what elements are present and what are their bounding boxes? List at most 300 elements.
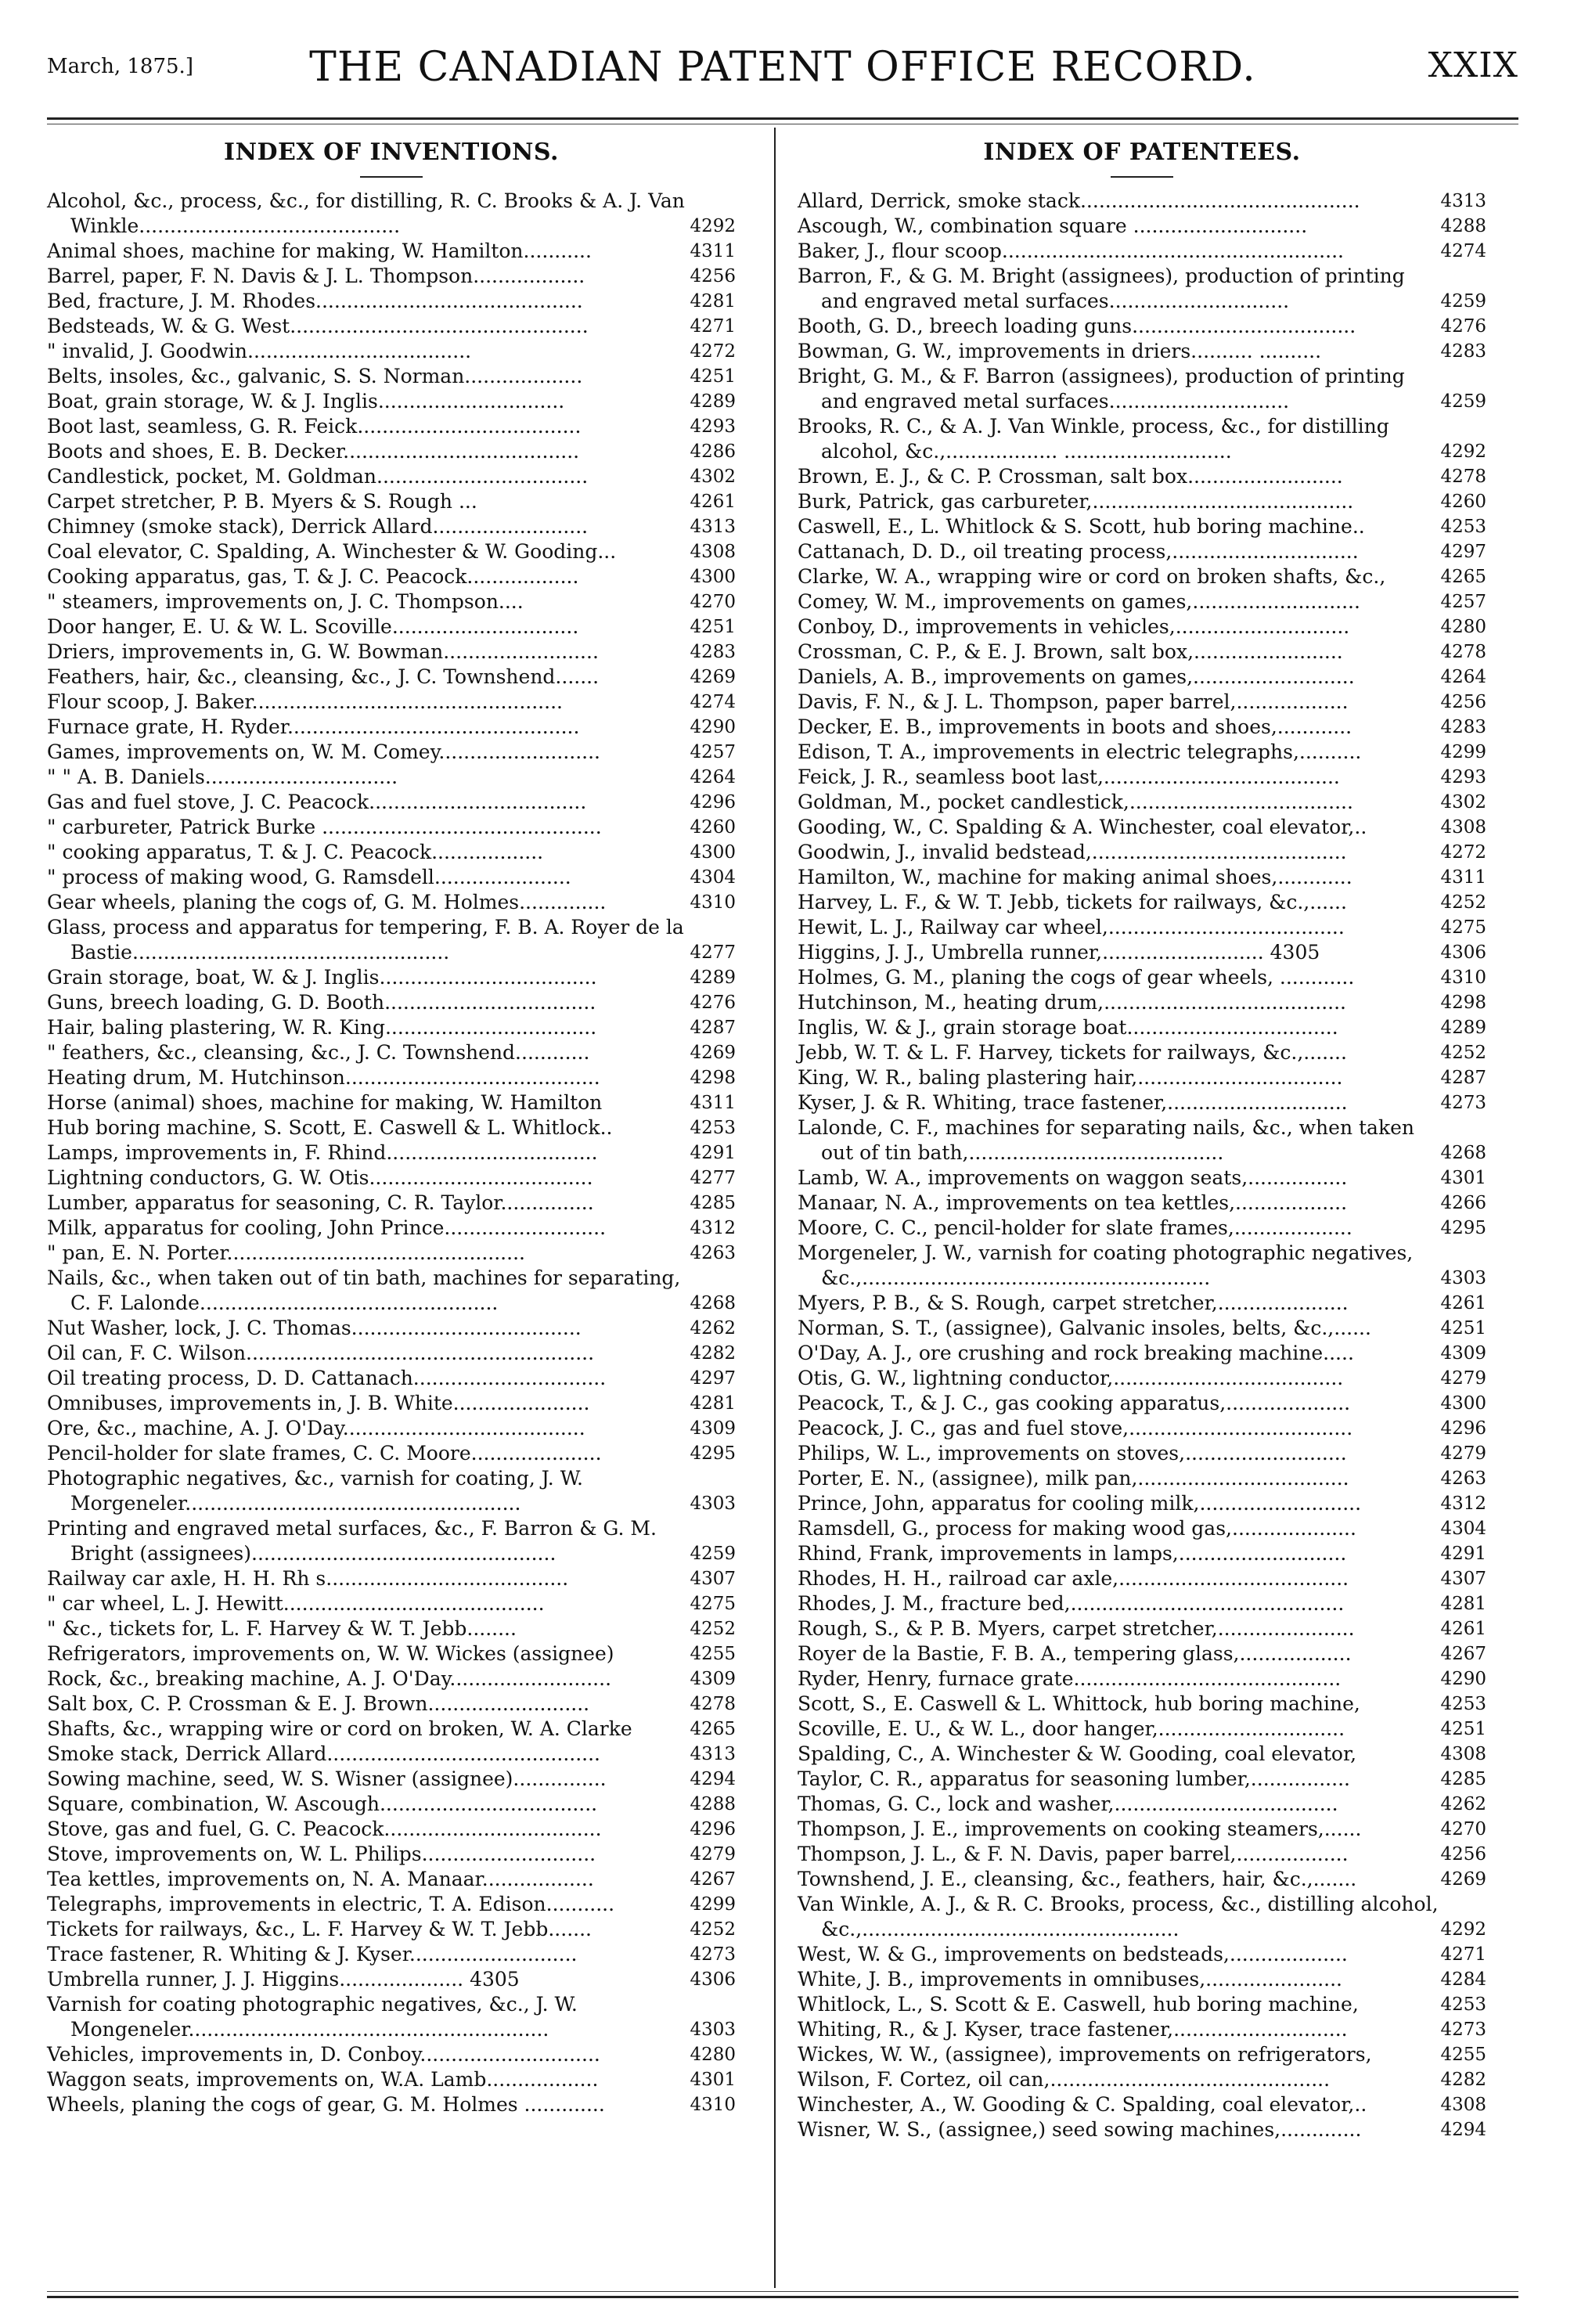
index-entry: [47, 1391, 736, 1416]
patent-number: 4283: [690, 642, 736, 662]
index-entry: [47, 1516, 736, 1566]
patent-number: 4274: [1440, 241, 1486, 261]
patent-number: 4268: [1440, 1143, 1486, 1163]
patent-number: 4259: [690, 1544, 736, 1564]
entry-text: Ore, &c., machine, A. J. O'Day.......................................: [47, 1417, 585, 1439]
publication-title: THE CANADIAN PATENT OFFICE RECORD.: [309, 44, 1256, 91]
patent-number: 4269: [690, 1043, 736, 1063]
entry-text: Jebb, W. T. & L. F. Harvey, tickets for railways, &c.,.......: [798, 1041, 1347, 1064]
index-entry: [798, 1842, 1486, 1867]
patent-number: 4253: [690, 1118, 736, 1138]
index-entry: [798, 640, 1486, 665]
patent-number: 4264: [690, 767, 736, 787]
entry-text: West, W. & G., improvements on bedsteads,...................: [798, 1943, 1348, 1965]
patent-number: 4266: [1440, 1193, 1486, 1213]
index-entry: [47, 264, 736, 289]
patent-number: 4309: [690, 1669, 736, 1689]
patent-number: 4261: [1440, 1293, 1486, 1313]
entry-text: Pencil-holder for slate frames, C. C. Moore.....................: [47, 1442, 602, 1465]
patent-number: 4282: [690, 1343, 736, 1364]
index-entry: [798, 1191, 1486, 1216]
entry-text: Wilson, F. Cortez, oil can,.............................................: [798, 2068, 1331, 2091]
entry-text: Gear wheels, planing the cogs of, G. M. Holmes..............: [47, 891, 607, 913]
entry-text: Baker, J., flour scoop.......................................................: [798, 240, 1344, 262]
entry-text: Lalonde, C. F., machines for separating nails, &c., when taken out of tin bath,.........................................: [798, 1116, 1414, 1164]
index-entry: [798, 1591, 1486, 1616]
entry-text: Allard, Derrick, smoke stack.............................................: [798, 189, 1360, 212]
index-entry: [798, 614, 1486, 640]
index-entry: [47, 1065, 736, 1090]
entry-text: Milk, apparatus for cooling, John Prince..........................: [47, 1216, 607, 1239]
index-entry: [47, 790, 736, 815]
patent-number: 4262: [1440, 1794, 1486, 1814]
entry-text: Games, improvements on, W. M. Comey..........................: [47, 740, 601, 763]
entry-text: O'Day, A. J., ore crushing and rock breaking machine.....: [798, 1342, 1354, 1364]
index-entry: [798, 1942, 1486, 1967]
entry-text: Boot last, seamless, G. R. Feick....................................: [47, 415, 582, 438]
patent-number: 4270: [1440, 1819, 1486, 1839]
index-entry: [47, 890, 736, 915]
index-entry: [47, 1316, 736, 1341]
entry-text: Peacock, T., & J. C., gas cooking apparatus,....................: [798, 1392, 1351, 1414]
index-entry: [798, 1792, 1486, 1817]
patent-number: 4271: [690, 316, 736, 337]
entry-text: Boots and shoes, E. B. Decker......................................: [47, 440, 580, 463]
index-entry: [798, 1416, 1486, 1441]
index-entry: [47, 289, 736, 314]
entry-text: Wickes, W. W., (assignee), improvements on refrigerators,: [798, 2043, 1372, 2066]
patent-number: 4313: [690, 517, 736, 537]
patent-number: 4308: [1440, 2095, 1486, 2115]
entry-text: Van Winkle, A. J., & R. C. Brooks, process, &c., distilling alcohol, &c.,...................................................: [798, 1893, 1439, 1940]
entry-text: Umbrella runner, J. J. Higgins.................... 4305: [47, 1968, 520, 1991]
patent-number: 4260: [1440, 492, 1486, 512]
patent-number: 4279: [1440, 1443, 1486, 1464]
index-entry: [798, 865, 1486, 890]
index-entry: [47, 389, 736, 414]
patent-number: 4303: [1440, 1268, 1486, 1288]
index-entry: [798, 1742, 1486, 1767]
entry-text: Thompson, J. E., improvements on cooking steamers,......: [798, 1818, 1362, 1840]
entry-text: Goldman, M., pocket candlestick,....................................: [798, 791, 1353, 813]
patent-number: 4287: [1440, 1068, 1486, 1088]
patentees-title: INDEX OF PATENTEES.: [983, 139, 1301, 166]
entry-text: Philips, W. L., improvements on stoves,..........................: [798, 1442, 1347, 1465]
entry-text: Brooks, R. C., & A. J. Van Winkle, process, &c., for distilling alcohol, &c.,.................. ...........................: [798, 415, 1389, 463]
patent-number: 4290: [1440, 1669, 1486, 1689]
index-entry: [47, 640, 736, 665]
index-entry: [47, 364, 736, 389]
patent-number: 4277: [690, 1168, 736, 1188]
entry-text: Moore, C. C., pencil-holder for slate frames,...................: [798, 1216, 1352, 1239]
patent-number: 4290: [690, 717, 736, 737]
entry-text: Chimney (smoke stack), Derrick Allard.........................: [47, 515, 589, 538]
index-entry: [798, 1666, 1486, 1692]
entry-text: Alcohol, &c., process, &c., for distilling, R. C. Brooks & A. J. Van Winkle..........................................: [47, 189, 685, 237]
index-entry: [47, 1641, 736, 1666]
patent-number: 4306: [1440, 942, 1486, 963]
patent-number: 4275: [1440, 917, 1486, 938]
entry-text: Otis, G. W., lightning conductor,.....................................: [798, 1367, 1344, 1389]
patent-number: 4285: [690, 1193, 736, 1213]
index-entry: [798, 665, 1486, 690]
index-entry: [47, 1040, 736, 1065]
patent-number: 4297: [1440, 542, 1486, 562]
entry-text: Davis, F. N., & J. L. Thompson, paper barrel,..................: [798, 690, 1349, 713]
index-entry: [798, 2042, 1486, 2067]
index-entry: [47, 815, 736, 840]
entry-text: Hewit, L. J., Railway car wheel,......................................: [798, 916, 1345, 939]
index-entry: [47, 665, 736, 690]
index-entry: [47, 564, 736, 589]
entry-text: Goodwin, J., invalid bedstead,.........................................: [798, 841, 1347, 863]
index-entry: [47, 1917, 736, 1942]
index-entry: [798, 239, 1486, 264]
entry-text: Whitlock, L., S. Scott & E. Caswell, hub boring machine,: [798, 1993, 1359, 2016]
entry-text: Decker, E. B., improvements in boots and shoes,............: [798, 715, 1352, 738]
patent-number: 4252: [690, 1619, 736, 1639]
entry-text: King, W. R., baling plastering hair,.................................: [798, 1066, 1343, 1089]
entry-text: " cooking apparatus, T. & J. C. Peacock..................: [47, 841, 544, 863]
patent-number: 4308: [690, 542, 736, 562]
patent-number: 4276: [1440, 316, 1486, 337]
entry-text: Oil can, F. C. Wilson........................................................: [47, 1342, 595, 1364]
index-frame: [47, 117, 1518, 2298]
index-entry: [798, 1892, 1486, 1942]
entry-text: Trace fastener, R. Whiting & J. Kyser...........................: [47, 1943, 578, 1965]
index-entry: [47, 1792, 736, 1817]
issue-date: March, 1875.]: [47, 55, 193, 78]
index-entry: [47, 690, 736, 715]
index-entry: [798, 965, 1486, 990]
entry-text: Flour scoop, J. Baker..................................................: [47, 690, 563, 713]
index-entry: [798, 314, 1486, 339]
patent-number: 4253: [1440, 1994, 1486, 2015]
entry-text: " " A. B. Daniels...............................: [47, 766, 398, 788]
entry-text: Caswell, E., L. Whitlock & S. Scott, hub boring machine..: [798, 515, 1365, 538]
patent-number: 4264: [1440, 667, 1486, 687]
entry-text: Barrel, paper, F. N. Davis & J. L. Thompson..................: [47, 265, 585, 287]
entry-text: " car wheel, L. J. Hewitt..........................................: [47, 1592, 545, 1615]
index-entry: [798, 214, 1486, 239]
entry-text: " process of making wood, G. Ramsdell......................: [47, 866, 571, 888]
index-entry: [798, 414, 1486, 464]
index-entry: [798, 1466, 1486, 1491]
entry-text: Spalding, C., A. Winchester & W. Gooding, coal elevator,: [798, 1742, 1357, 1765]
entry-text: Higgins, J. J., Umbrella runner,.......................... 4305: [798, 941, 1320, 964]
patent-number: 4257: [690, 742, 736, 762]
index-entry: [47, 1616, 736, 1641]
index-entry: [47, 1942, 736, 1967]
patent-number: 4281: [690, 1393, 736, 1414]
patent-number: 4284: [1440, 1969, 1486, 1990]
entry-text: Barron, F., & G. M. Bright (assignees), production of printing and engraved metal surfaces.............................: [798, 265, 1405, 312]
entry-text: " &c., tickets for, L. F. Harvey & W. T. Jebb........: [47, 1617, 517, 1640]
index-entry: [47, 1416, 736, 1441]
index-entry: [798, 740, 1486, 765]
entry-text: Lightning conductors, G. W. Otis....................................: [47, 1166, 593, 1189]
patent-number: 4295: [690, 1443, 736, 1464]
entry-text: Oil treating process, D. D. Cattanach...............................: [47, 1367, 607, 1389]
index-entry: [798, 2067, 1486, 2092]
entry-text: Whiting, R., & J. Kyser, trace fastener,............................: [798, 2018, 1348, 2041]
patent-number: 4265: [690, 1719, 736, 1739]
index-entry: [798, 940, 1486, 965]
patent-number: 4313: [1440, 191, 1486, 211]
index-entry: [798, 1441, 1486, 1466]
patent-number: 4283: [1440, 717, 1486, 737]
entry-text: Scoville, E. U., & W. L., door hanger,..............................: [798, 1717, 1345, 1740]
patent-number: 4298: [690, 1068, 736, 1088]
patent-number: 4273: [1440, 1093, 1486, 1113]
index-entry: [47, 1892, 736, 1917]
patent-number: 4279: [690, 1844, 736, 1865]
patent-number: 4308: [1440, 817, 1486, 838]
index-entry: [47, 1992, 736, 2042]
entry-text: Royer de la Bastie, F. B. A., tempering glass,..................: [798, 1642, 1352, 1665]
entry-text: Smoke stack, Derrick Allard............................................: [47, 1742, 600, 1765]
patent-number: 4252: [690, 1919, 736, 1940]
patent-number: 4301: [690, 2070, 736, 2090]
patentees-list: [798, 189, 1486, 2142]
entry-text: Stove, improvements on, W. L. Philips............................: [47, 1843, 596, 1865]
patent-number: 4268: [690, 1293, 736, 1313]
entry-text: Crossman, C. P., & E. J. Brown, salt box,........................: [798, 640, 1343, 663]
entry-text: Lumber, apparatus for seasoning, C. R. Taylor...............: [47, 1191, 594, 1214]
entry-text: Animal shoes, machine for making, W. Hamilton...........: [47, 240, 592, 262]
entry-text: Refrigerators, improvements on, W. W. Wickes (assignee): [47, 1642, 614, 1665]
patent-number: 4276: [690, 993, 736, 1013]
entry-text: Heating drum, M. Hutchinson.........................................: [47, 1066, 600, 1089]
index-entry: [798, 339, 1486, 364]
entry-text: Gooding, W., C. Spalding & A. Winchester, coal elevator,..: [798, 816, 1367, 838]
index-entry: [798, 1867, 1486, 1892]
entry-text: Inglis, W. & J., grain storage boat..................................: [798, 1016, 1338, 1039]
column-divider: [774, 128, 776, 2288]
patent-number: 4279: [1440, 1368, 1486, 1389]
entry-text: " invalid, J. Goodwin....................................: [47, 340, 472, 362]
entry-text: Conboy, D., improvements in vehicles,............................: [798, 615, 1350, 638]
index-entry: [798, 1291, 1486, 1316]
patent-number: 4307: [690, 1569, 736, 1589]
entry-text: Tea kettles, improvements on, N. A. Manaar..................: [47, 1868, 594, 1890]
index-entry: [47, 1717, 736, 1742]
inventions-column: [47, 135, 736, 2117]
index-entry: [798, 1166, 1486, 1191]
entry-text: Photographic negatives, &c., varnish for coating, J. W. Morgeneler......................................................: [47, 1467, 583, 1515]
entry-text: Boat, grain storage, W. & J. Inglis..............................: [47, 390, 565, 413]
patent-number: 4311: [1440, 867, 1486, 888]
entry-text: Railway car axle, H. H. Rh s.......................................: [47, 1567, 569, 1590]
entry-text: Hair, baling plastering, W. R. King..................................: [47, 1016, 597, 1039]
patent-number: 4253: [1440, 1694, 1486, 1714]
entry-text: Prince, John, apparatus for cooling milk,..........................: [798, 1492, 1362, 1515]
index-entry: [47, 489, 736, 514]
patentees-title-rule: [1111, 176, 1173, 178]
index-entry: [798, 589, 1486, 614]
entry-text: Ascough, W., combination square ............................: [798, 214, 1308, 237]
patent-number: 4309: [1440, 1343, 1486, 1364]
page-number: XXIX: [1428, 45, 1518, 85]
patent-number: 4259: [1440, 391, 1486, 412]
entry-text: Grain storage, boat, W. & J. Inglis...................................: [47, 966, 597, 989]
index-entry: [47, 1842, 736, 1867]
patent-number: 4292: [1440, 441, 1486, 462]
patent-number: 4280: [690, 2045, 736, 2065]
patent-number: 4280: [1440, 617, 1486, 637]
entry-text: Feathers, hair, &c., cleansing, &c., J. C. Townshend.......: [47, 665, 600, 688]
entry-text: Glass, process and apparatus for tempering, F. B. A. Royer de la Bastie...................................................: [47, 916, 684, 964]
patent-number: 4281: [690, 291, 736, 312]
patent-number: 4269: [690, 667, 736, 687]
patent-number: 4307: [1440, 1569, 1486, 1589]
index-entry: [47, 1817, 736, 1842]
index-entry: [47, 1015, 736, 1040]
entry-text: Townshend, J. E., cleansing, &c., feathers, hair, &c.,.......: [798, 1868, 1357, 1890]
patent-number: 4285: [1440, 1769, 1486, 1789]
page-header: [47, 44, 1518, 99]
entry-text: Guns, breech loading, G. D. Booth..................................: [47, 991, 596, 1014]
patent-number: 4275: [690, 1594, 736, 1614]
index-entry: [798, 915, 1486, 940]
index-entry: [798, 1115, 1486, 1166]
index-entry: [798, 1967, 1486, 1992]
patent-number: 4272: [1440, 842, 1486, 863]
patent-number: 4255: [690, 1644, 736, 1664]
index-entry: [798, 840, 1486, 865]
index-entry: [47, 765, 736, 790]
index-entry: [47, 539, 736, 564]
index-entry: [798, 514, 1486, 539]
index-entry: [47, 1692, 736, 1717]
patent-number: 4294: [690, 1769, 736, 1789]
index-entry: [798, 1717, 1486, 1742]
entry-text: Lamps, improvements in, F. Rhind..................................: [47, 1141, 598, 1164]
patent-number: 4261: [1440, 1619, 1486, 1639]
index-entry: [798, 1341, 1486, 1366]
index-entry: [47, 2067, 736, 2092]
index-entry: [47, 239, 736, 264]
entry-text: Brown, E. J., & C. P. Crossman, salt box.........................: [798, 465, 1343, 488]
index-entry: [47, 614, 736, 640]
entry-text: Horse (animal) shoes, machine for making, W. Hamilton: [47, 1091, 603, 1114]
patent-number: 4272: [690, 341, 736, 362]
patent-number: 4256: [690, 266, 736, 286]
index-entry: [798, 1992, 1486, 2017]
entry-text: Rhodes, J. M., fracture bed,............................................: [798, 1592, 1345, 1615]
index-entry: [798, 264, 1486, 314]
patent-number: 4308: [1440, 1744, 1486, 1764]
patent-number: 4304: [1440, 1519, 1486, 1539]
patent-number: 4300: [690, 842, 736, 863]
patent-number: 4311: [690, 1093, 736, 1113]
entry-text: Gas and fuel stove, J. C. Peacock...................................: [47, 791, 587, 813]
index-entry: [798, 1616, 1486, 1641]
index-entry: [798, 2117, 1486, 2142]
patent-number: 4310: [1440, 967, 1486, 988]
entry-text: Rough, S., & P. B. Myers, carpet stretcher,......................: [798, 1617, 1355, 1640]
patent-number: 4252: [1440, 892, 1486, 913]
entry-text: Comey, W. M., improvements on games,...........................: [798, 590, 1360, 613]
entry-text: Square, combination, W. Ascough...................................: [47, 1793, 598, 1815]
index-entry: [798, 890, 1486, 915]
patent-number: 4310: [690, 2095, 736, 2115]
entry-text: Vehicles, improvements in, D. Conboy.............................: [47, 2043, 600, 2066]
patent-number: 4256: [1440, 692, 1486, 712]
patent-number: 4253: [1440, 517, 1486, 537]
index-entry: [47, 414, 736, 439]
index-entry: [798, 1767, 1486, 1792]
entry-text: White, J. B., improvements in omnibuses,......................: [798, 1968, 1342, 1991]
entry-text: Thompson, J. L., & F. N. Davis, paper barrel,..................: [798, 1843, 1349, 1865]
patent-number: 4265: [1440, 567, 1486, 587]
patent-number: 4262: [690, 1318, 736, 1339]
patent-number: 4251: [690, 617, 736, 637]
entry-text: Carpet stretcher, P. B. Myers & S. Rough ...: [47, 490, 477, 513]
index-entry: [47, 1967, 736, 1992]
patent-number: 4313: [690, 1744, 736, 1764]
entry-text: Clarke, W. A., wrapping wire or cord on broken shafts, &c.,: [798, 565, 1386, 588]
patent-number: 4251: [690, 366, 736, 387]
patent-number: 4303: [690, 1493, 736, 1514]
index-entry: [798, 1692, 1486, 1717]
entry-text: " pan, E. N. Porter................................................: [47, 1241, 525, 1264]
index-entry: [47, 1191, 736, 1216]
index-entry: [47, 1266, 736, 1316]
index-entry: [798, 1541, 1486, 1566]
entry-text: Coal elevator, C. Spalding, A. Winchester & W. Gooding...: [47, 540, 617, 563]
index-entry: [798, 2017, 1486, 2042]
entry-text: Waggon seats, improvements on, W.A. Lamb..................: [47, 2068, 599, 2091]
entry-text: Bowman, G. W., improvements in driers.......... ..........: [798, 340, 1322, 362]
entry-text: Myers, P. B., & S. Rough, carpet stretcher,.....................: [798, 1292, 1349, 1314]
entry-text: " steamers, improvements on, J. C. Thompson....: [47, 590, 524, 613]
entry-text: Peacock, J. C., gas and fuel stove,....................................: [798, 1417, 1353, 1439]
index-entry: [47, 1666, 736, 1692]
index-entry: [47, 740, 736, 765]
entry-text: " feathers, &c., cleansing, &c., J. C. Townshend............: [47, 1041, 590, 1064]
index-entry: [798, 1491, 1486, 1516]
index-entry: [47, 1115, 736, 1140]
index-entry: [798, 1641, 1486, 1666]
patent-number: 4297: [690, 1368, 736, 1389]
patent-number: 4302: [1440, 792, 1486, 812]
entry-text: Rhodes, H. H., railroad car axle,.....................................: [798, 1567, 1349, 1590]
patent-number: 4289: [690, 391, 736, 412]
patent-number: 4273: [1440, 2020, 1486, 2040]
index-entry: [798, 1216, 1486, 1241]
index-entry: [47, 339, 736, 364]
index-entry: [798, 1241, 1486, 1291]
index-entry: [47, 990, 736, 1015]
patent-number: 4306: [690, 1969, 736, 1990]
patent-number: 4310: [690, 892, 736, 913]
patent-number: 4269: [1440, 1869, 1486, 1890]
patent-number: 4293: [690, 416, 736, 437]
entry-text: Manaar, N. A., improvements on tea kettles,..................: [798, 1191, 1348, 1214]
index-entry: [47, 965, 736, 990]
entry-text: Ryder, Henry, furnace grate...........................................: [798, 1667, 1342, 1690]
index-entry: [798, 464, 1486, 489]
index-entry: [798, 539, 1486, 564]
index-entry: [47, 514, 736, 539]
index-entry: [798, 990, 1486, 1015]
index-entry: [47, 840, 736, 865]
index-entry: [47, 1366, 736, 1391]
patent-number: 4267: [1440, 1644, 1486, 1664]
patent-number: 4278: [1440, 467, 1486, 487]
entry-text: " carbureter, Patrick Burke .............................................: [47, 816, 602, 838]
